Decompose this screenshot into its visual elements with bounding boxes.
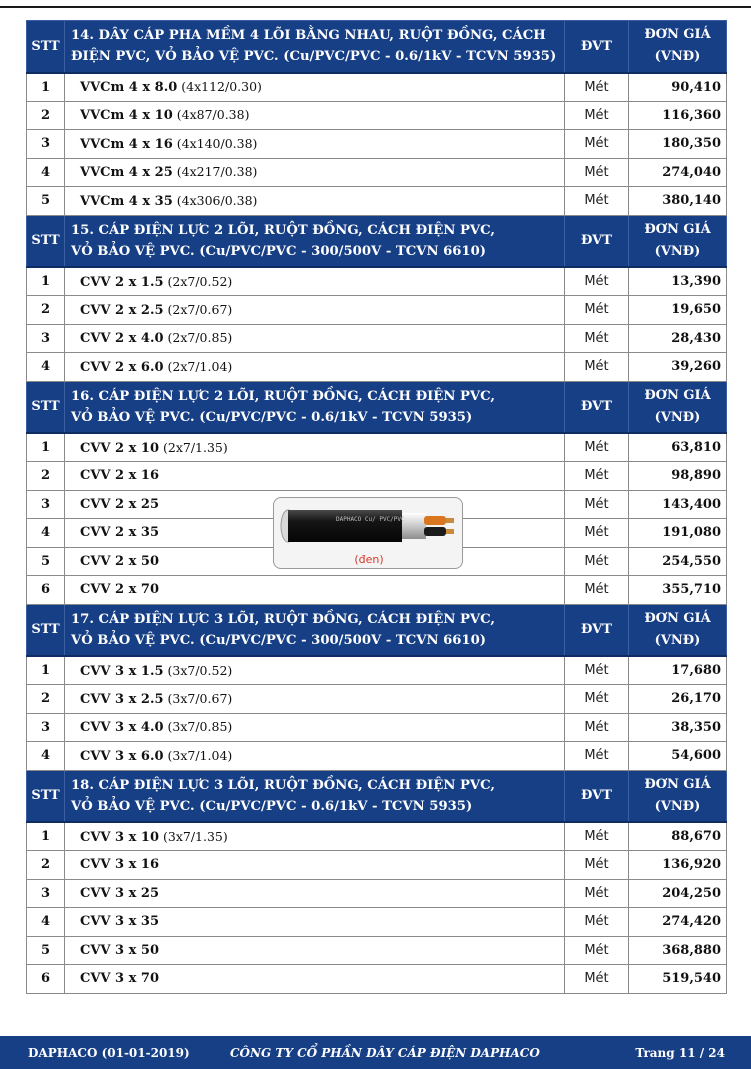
row-index: 2	[27, 101, 65, 130]
product-cell	[65, 324, 565, 353]
price-header-line-2: (VNĐ)	[654, 632, 701, 648]
product-strand: (2x7/0.85)	[167, 330, 233, 346]
product-model: CVV 2 x 10	[80, 440, 159, 456]
row-index: 2	[27, 462, 65, 491]
row-index: 4	[27, 519, 65, 548]
product-strand: (2x7/1.35)	[162, 439, 228, 455]
product-model: CVV 3 x 6.0	[80, 748, 164, 764]
product-cell	[65, 296, 565, 325]
price-cell: 191,080	[629, 519, 727, 548]
section-header	[27, 770, 727, 822]
row-index: 2	[27, 685, 65, 714]
product-cell	[65, 965, 565, 994]
unit-cell: Mét	[565, 490, 629, 519]
row-index: 6	[27, 576, 65, 605]
price-cell: 63,810	[629, 433, 727, 462]
product-model: VVCm 4 x 10	[80, 108, 173, 124]
unit-cell: Mét	[565, 519, 629, 548]
section-title-line-1: 17. CÁP ĐIỆN LỰC 3 LÕI, RUỘT ĐỒNG, CÁCH ĐIỆN PVC,	[71, 611, 495, 627]
price-header-line-2: (VNĐ)	[654, 798, 701, 814]
price-header	[629, 770, 727, 822]
product-model: CVV 2 x 16	[80, 468, 159, 484]
product-model: CVV 3 x 2.5	[80, 691, 164, 707]
unit-cell: Mét	[565, 742, 629, 771]
stt-header: STT	[27, 21, 65, 73]
product-cell	[65, 822, 565, 851]
unit-header: ĐVT	[565, 604, 629, 656]
cable-print-text: DAPHACO Cu/ PVC/PVC	[336, 516, 405, 523]
product-model: CVV 3 x 10	[80, 829, 159, 845]
price-cell: 274,040	[629, 158, 727, 187]
price-cell: 274,420	[629, 908, 727, 937]
unit-cell: Mét	[565, 187, 629, 216]
section-title-line-1: 14. DÂY CÁP PHA MỀM 4 LÕI BẰNG NHAU, RUỘT ĐỒNG, CÁCH	[71, 28, 546, 44]
unit-cell: Mét	[565, 547, 629, 576]
table-row	[27, 187, 727, 216]
price-header-line-1: ĐƠN GIÁ	[644, 221, 711, 237]
unit-header: ĐVT	[565, 21, 629, 73]
product-strand: (2x7/0.67)	[167, 301, 233, 317]
product-strand: (4x112/0.30)	[181, 79, 262, 94]
product-model: CVV 3 x 16	[80, 857, 159, 873]
price-cell: 88,670	[629, 822, 727, 851]
product-cell	[65, 158, 565, 187]
table-row	[27, 462, 727, 491]
table-row	[27, 851, 727, 880]
product-cell	[65, 130, 565, 159]
row-index: 3	[27, 713, 65, 742]
product-model: CVV 3 x 25	[80, 885, 159, 901]
row-index: 1	[27, 73, 65, 102]
product-strand: (3x7/0.85)	[167, 719, 233, 735]
price-header-line-1: ĐƠN GIÁ	[644, 27, 711, 43]
row-index: 5	[27, 936, 65, 965]
product-strand: (4x217/0.38)	[176, 164, 258, 180]
price-cell: 17,680	[629, 656, 727, 685]
unit-header: ĐVT	[565, 381, 629, 433]
table-row	[27, 324, 727, 353]
section-title-line-2: ĐIỆN PVC, VỎ BẢO VỆ PVC. (Cu/PVC/PVC - 0.6/1kV - TCVN 5935)	[71, 49, 557, 65]
row-index: 1	[27, 433, 65, 462]
unit-cell: Mét	[565, 965, 629, 994]
section-header	[27, 215, 727, 267]
stt-header: STT	[27, 604, 65, 656]
footer-edition: DAPHACO (01-01-2019)	[28, 1046, 190, 1060]
unit-cell: Mét	[565, 324, 629, 353]
section-header	[27, 381, 727, 433]
price-header	[629, 381, 727, 433]
price-cell: 355,710	[629, 576, 727, 605]
unit-cell: Mét	[565, 685, 629, 714]
product-cell	[65, 462, 565, 491]
unit-cell: Mét	[565, 462, 629, 491]
table-row	[27, 158, 727, 187]
product-model: CVV 2 x 2.5	[80, 302, 164, 318]
row-index: 3	[27, 130, 65, 159]
section-title	[65, 770, 565, 822]
price-cell: 28,430	[629, 324, 727, 353]
unit-cell: Mét	[565, 267, 629, 296]
product-strand: (2x7/0.52)	[167, 273, 233, 289]
price-cell: 136,920	[629, 851, 727, 880]
product-model: VVCm 4 x 16	[80, 136, 173, 152]
product-cell	[65, 936, 565, 965]
price-cell: 26,170	[629, 685, 727, 714]
section-title-line-1: 16. CÁP ĐIỆN LỰC 2 LÕI, RUỘT ĐỒNG, CÁCH ĐIỆN PVC,	[71, 388, 495, 404]
product-cell	[65, 685, 565, 714]
product-strand: (3x7/0.67)	[167, 690, 233, 706]
price-cell: 39,260	[629, 353, 727, 382]
product-cell	[65, 187, 565, 216]
section-header	[27, 21, 727, 73]
product-cell	[65, 433, 565, 462]
price-cell: 116,360	[629, 101, 727, 130]
unit-cell: Mét	[565, 433, 629, 462]
section-title	[65, 215, 565, 267]
unit-cell: Mét	[565, 822, 629, 851]
price-cell: 13,390	[629, 267, 727, 296]
row-index: 1	[27, 656, 65, 685]
row-index: 4	[27, 353, 65, 382]
price-cell: 204,250	[629, 879, 727, 908]
table-row	[27, 936, 727, 965]
product-model: CVV 2 x 50	[80, 553, 159, 569]
table-row	[27, 685, 727, 714]
price-header-line-2: (VNĐ)	[654, 49, 701, 65]
price-cell: 368,880	[629, 936, 727, 965]
price-cell: 54,600	[629, 742, 727, 771]
product-model: CVV 2 x 25	[80, 496, 159, 512]
product-cell	[65, 908, 565, 937]
product-model: CVV 3 x 50	[80, 942, 159, 958]
product-model: VVCm 4 x 25	[80, 165, 173, 181]
table-row	[27, 101, 727, 130]
product-model: VVCm 4 x 8.0	[80, 80, 178, 95]
price-cell: 38,350	[629, 713, 727, 742]
section-title	[65, 604, 565, 656]
unit-cell: Mét	[565, 656, 629, 685]
product-strand: (4x87/0.38)	[176, 107, 250, 123]
table-row	[27, 742, 727, 771]
table-row	[27, 713, 727, 742]
product-cell	[65, 851, 565, 880]
table-row	[27, 822, 727, 851]
row-index: 2	[27, 296, 65, 325]
product-model: CVV 3 x 70	[80, 971, 159, 987]
row-index: 3	[27, 490, 65, 519]
product-cell	[65, 576, 565, 605]
table-row	[27, 130, 727, 159]
product-cell	[65, 267, 565, 296]
cable-color-caption: (đen)	[354, 553, 384, 566]
footer-page-number: Trang 11 / 24	[635, 1046, 725, 1060]
row-index: 5	[27, 187, 65, 216]
row-index: 5	[27, 547, 65, 576]
product-model: VVCm 4 x 35	[80, 193, 173, 209]
unit-cell: Mét	[565, 908, 629, 937]
unit-header: ĐVT	[565, 215, 629, 267]
section-title-line-2: VỎ BẢO VỆ PVC. (Cu/PVC/PVC - 300/500V - TCVN 6610)	[71, 632, 487, 648]
unit-cell: Mét	[565, 353, 629, 382]
product-model: CVV 2 x 35	[80, 525, 159, 541]
product-model: CVV 2 x 4.0	[80, 331, 164, 347]
row-index: 4	[27, 158, 65, 187]
product-strand: (4x306/0.38)	[176, 192, 258, 208]
row-index: 4	[27, 908, 65, 937]
row-index: 6	[27, 965, 65, 994]
section-title	[65, 21, 565, 73]
table-row	[27, 296, 727, 325]
unit-cell: Mét	[565, 130, 629, 159]
price-cell: 180,350	[629, 130, 727, 159]
cable-photo	[273, 497, 463, 569]
unit-header: ĐVT	[565, 770, 629, 822]
product-cell	[65, 656, 565, 685]
price-cell: 90,410	[629, 73, 727, 102]
row-index: 1	[27, 822, 65, 851]
product-model: CVV 2 x 6.0	[80, 359, 164, 375]
product-model: CVV 2 x 70	[80, 582, 159, 598]
product-strand: (3x7/1.04)	[167, 747, 233, 763]
row-index: 3	[27, 324, 65, 353]
price-cell: 143,400	[629, 490, 727, 519]
price-cell: 98,890	[629, 462, 727, 491]
top-rule	[0, 6, 751, 8]
section-title-line-2: VỎ BẢO VỆ PVC. (Cu/PVC/PVC - 0.6/1kV - TCVN 5935)	[71, 798, 473, 814]
section-title-line-2: VỎ BẢO VỆ PVC. (Cu/PVC/PVC - 300/500V - TCVN 6610)	[71, 243, 487, 259]
row-index: 2	[27, 851, 65, 880]
price-header-line-2: (VNĐ)	[654, 243, 701, 259]
price-header	[629, 215, 727, 267]
table-row	[27, 353, 727, 382]
price-header-line-1: ĐƠN GIÁ	[644, 776, 711, 792]
stt-header: STT	[27, 770, 65, 822]
price-header-line-1: ĐƠN GIÁ	[644, 387, 711, 403]
unit-cell: Mét	[565, 73, 629, 102]
price-header	[629, 604, 727, 656]
product-strand: (3x7/1.35)	[162, 828, 228, 844]
product-cell	[65, 353, 565, 382]
stt-header: STT	[27, 215, 65, 267]
price-cell: 519,540	[629, 965, 727, 994]
price-cell: 254,550	[629, 547, 727, 576]
row-index: 1	[27, 267, 65, 296]
product-cell	[65, 742, 565, 771]
unit-cell: Mét	[565, 713, 629, 742]
footer-company: CÔNG TY CỔ PHẦN DÂY CÁP ĐIỆN DAPHACO	[230, 1046, 540, 1060]
price-header	[629, 21, 727, 73]
section-title-line-2: VỎ BẢO VỆ PVC. (Cu/PVC/PVC - 0.6/1kV - TCVN 5935)	[71, 409, 473, 425]
product-cell	[65, 101, 565, 130]
unit-cell: Mét	[565, 851, 629, 880]
section-title	[65, 381, 565, 433]
product-cell	[65, 713, 565, 742]
unit-cell: Mét	[565, 879, 629, 908]
unit-cell: Mét	[565, 158, 629, 187]
table-row	[27, 576, 727, 605]
table-row	[27, 433, 727, 462]
product-model: CVV 3 x 1.5	[80, 663, 164, 679]
unit-cell: Mét	[565, 936, 629, 965]
section-title-line-1: 18. CÁP ĐIỆN LỰC 3 LÕI, RUỘT ĐỒNG, CÁCH ĐIỆN PVC,	[71, 777, 495, 793]
table-row	[27, 656, 727, 685]
row-index: 4	[27, 742, 65, 771]
table-row	[27, 267, 727, 296]
stt-header: STT	[27, 381, 65, 433]
unit-cell: Mét	[565, 576, 629, 605]
unit-cell: Mét	[565, 101, 629, 130]
row-index: 3	[27, 879, 65, 908]
product-cell	[65, 879, 565, 908]
product-strand: (2x7/1.04)	[167, 358, 233, 374]
product-strand: (4x140/0.38)	[176, 135, 258, 151]
price-cell: 380,140	[629, 187, 727, 216]
table-row	[27, 73, 727, 102]
price-header-line-2: (VNĐ)	[654, 409, 701, 425]
price-cell: 19,650	[629, 296, 727, 325]
product-model: CVV 3 x 35	[80, 914, 159, 930]
table-row	[27, 965, 727, 994]
table-row	[27, 879, 727, 908]
price-header-line-1: ĐƠN GIÁ	[644, 610, 711, 626]
product-cell	[65, 73, 565, 102]
section-header	[27, 604, 727, 656]
section-title-line-1: 15. CÁP ĐIỆN LỰC 2 LÕI, RUỘT ĐỒNG, CÁCH ĐIỆN PVC,	[71, 222, 495, 238]
product-model: CVV 3 x 4.0	[80, 720, 164, 736]
page-footer	[0, 1036, 751, 1069]
product-strand: (3x7/0.52)	[167, 662, 233, 678]
unit-cell: Mét	[565, 296, 629, 325]
product-model: CVV 2 x 1.5	[80, 274, 164, 290]
table-row	[27, 908, 727, 937]
